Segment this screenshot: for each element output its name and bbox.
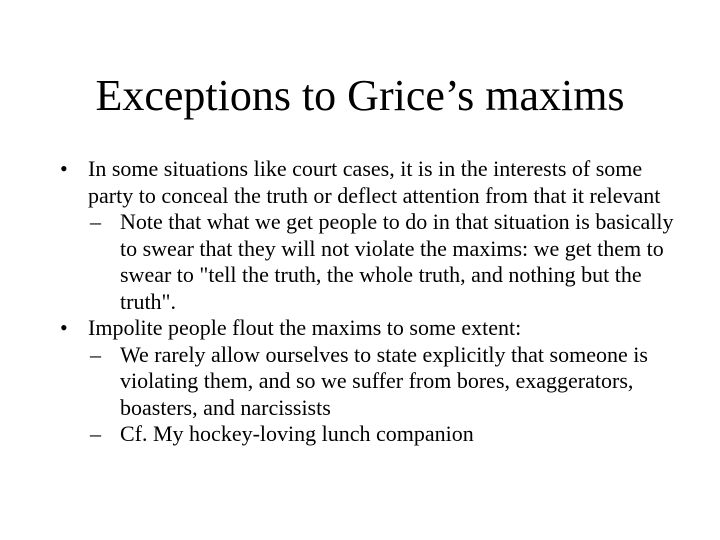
dash-icon: – <box>90 421 101 446</box>
slide-title: Exceptions to Grice’s maxims <box>95 71 625 120</box>
bullet-item-1 <box>56 156 676 315</box>
bullet-text: Impolite people flout the maxims to some extent: <box>88 315 522 340</box>
sub-bullet-list <box>88 342 676 448</box>
sub-bullet-item <box>88 342 676 422</box>
bullet-icon: • <box>60 315 68 340</box>
sub-bullet-list <box>88 209 676 315</box>
sub-bullet-item <box>88 209 676 315</box>
dash-icon: – <box>90 341 101 367</box>
slide-body <box>56 156 676 448</box>
sub-bullet-text: We rarely allow ourselves to state explicitly that someone is violating them, and so we suffer from bores, exaggerators, boasters, and narcissists <box>120 341 648 420</box>
sub-bullet-text: Cf. My hockey-loving lunch companion <box>120 421 474 446</box>
bullet-icon: • <box>60 156 68 181</box>
bullet-text: In some situations like court cases, it is in the interests of some party to conceal the truth or deflect attention from that it relevant <box>88 156 661 208</box>
dash-icon: – <box>90 209 101 234</box>
sub-bullet-text: Note that what we get people to do in that situation is basically to swear that they will not violate the maxims: we get them to swear to "tell the truth, the whole truth, and nothing but the truth". <box>120 209 674 314</box>
bullet-item-2 <box>56 315 676 448</box>
sub-bullet-item <box>88 421 676 448</box>
